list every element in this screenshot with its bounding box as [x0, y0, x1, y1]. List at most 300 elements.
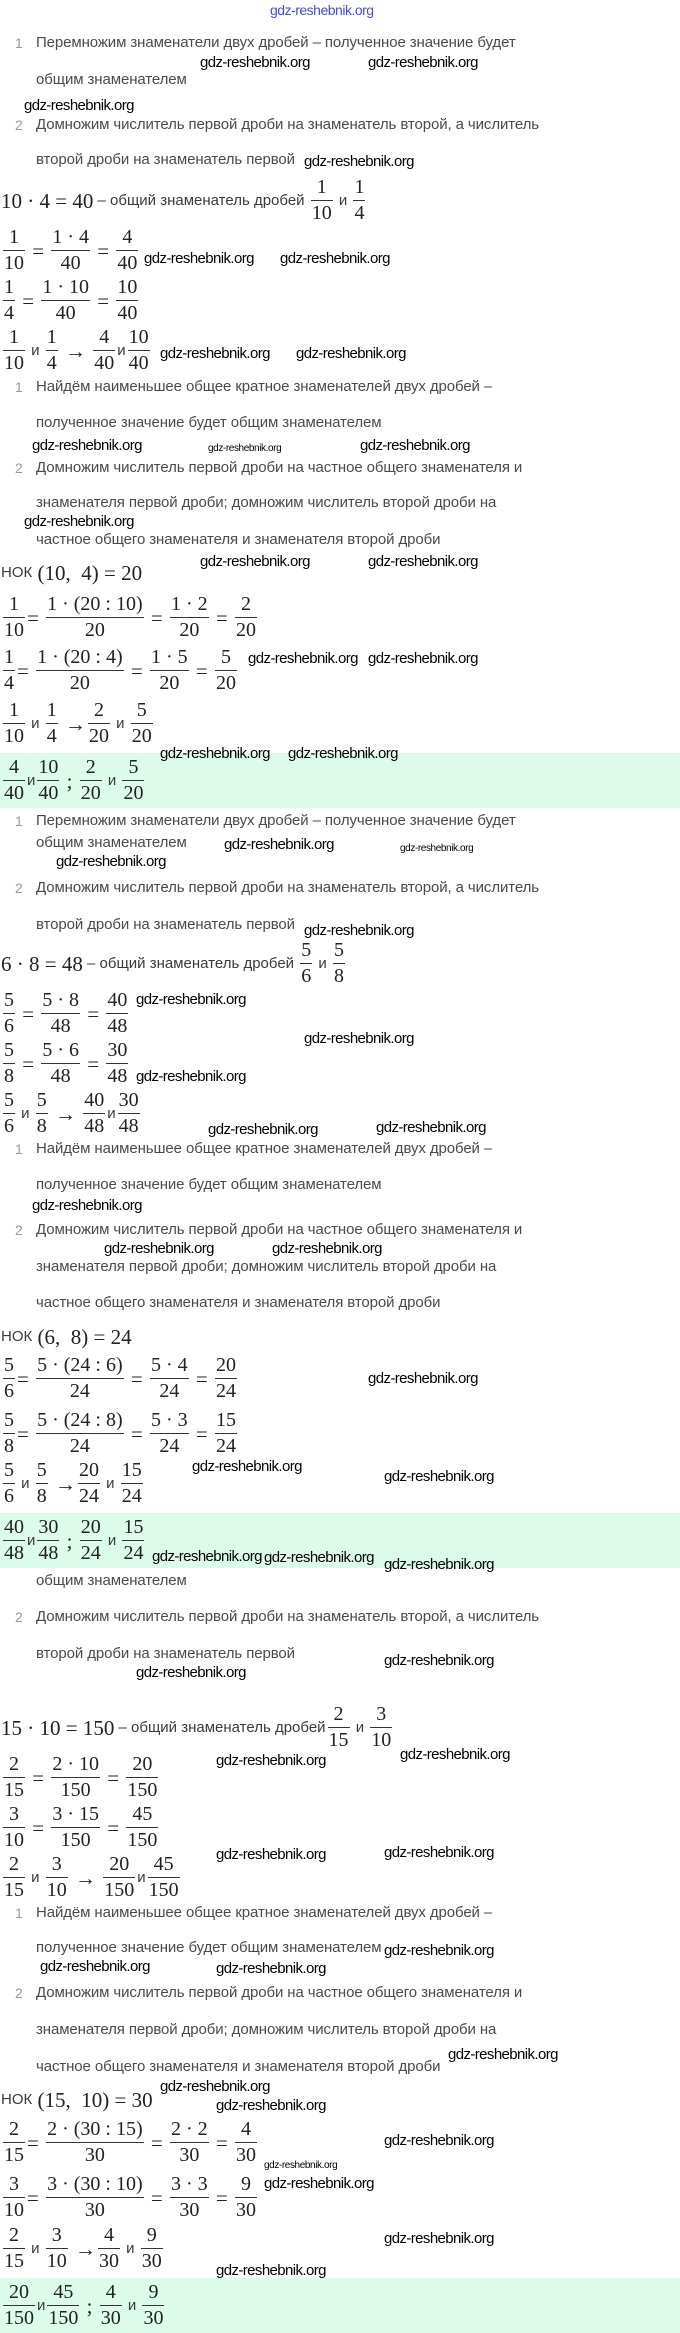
- math-expression: =: [190, 658, 213, 683]
- fraction: [46, 2119, 144, 2166]
- fraction-numerator: 1: [4, 646, 14, 668]
- fraction: [36, 1410, 124, 1457]
- fraction: [51, 227, 90, 274]
- fraction-denominator: 40: [117, 252, 138, 274]
- math-line: [1, 1460, 145, 1507]
- fraction-bar: [3, 1827, 25, 1828]
- math-text: и: [334, 191, 352, 209]
- fraction-bar: [333, 963, 345, 964]
- fraction-denominator: 24: [69, 1435, 90, 1457]
- fraction: [3, 2225, 25, 2272]
- fraction-denominator: 40: [94, 352, 115, 374]
- watermark-text: gdz-reshebnik.org: [400, 843, 474, 854]
- watermark-text: gdz-reshebnik.org: [216, 2262, 326, 2279]
- math-expression: =: [27, 2130, 45, 2155]
- math-expression: =: [17, 1366, 35, 1391]
- watermark-text: gdz-reshebnik.org: [448, 2046, 558, 2063]
- fraction-numerator: 1: [9, 226, 19, 248]
- fraction: [51, 1754, 100, 1801]
- fraction-numerator: 1 · 2: [170, 593, 208, 615]
- fraction-numerator: 5: [128, 756, 139, 778]
- watermark-text: gdz-reshebnik.org: [272, 1240, 382, 1257]
- fraction-numerator: 5 · 8: [42, 989, 80, 1011]
- fraction-bar: [98, 2248, 120, 2249]
- fraction-numerator: 3: [51, 2224, 62, 2246]
- fraction-numerator: 4: [241, 2118, 251, 2140]
- fraction-numerator: 5: [4, 1039, 14, 1061]
- fraction-numerator: 4: [99, 326, 110, 348]
- fraction-numerator: 3 · 15: [52, 1803, 100, 1825]
- fraction-numerator: 9: [148, 2281, 159, 2303]
- fraction-bar: [122, 780, 144, 781]
- math-text: и: [314, 954, 331, 972]
- math-line: [1, 2088, 153, 2112]
- step-text-line: общим знаменателем: [36, 1572, 187, 1589]
- fraction-numerator: 5: [4, 1089, 14, 1111]
- fraction-numerator: 1 · (20 : 10): [47, 593, 143, 615]
- fraction-denominator: 10: [4, 2199, 24, 2221]
- fraction: [3, 277, 15, 324]
- step-text-line: полученное значение будет общим знаменателем: [36, 414, 382, 431]
- math-expression: →: [49, 1471, 76, 1496]
- fraction-numerator: 40: [4, 1516, 24, 1538]
- fraction: [3, 1355, 15, 1402]
- math-expression: =: [17, 288, 40, 313]
- fraction-denominator: 8: [36, 1115, 47, 1137]
- fraction-bar: [47, 2305, 79, 2306]
- fraction-denominator: 10: [4, 725, 24, 747]
- fraction: [88, 700, 110, 747]
- watermark-text: gdz-reshebnik.org: [160, 745, 270, 762]
- fraction: [3, 647, 15, 694]
- watermark-text: gdz-reshebnik.org: [24, 513, 134, 530]
- fraction-denominator: 30: [84, 2144, 105, 2166]
- math-expression: =: [27, 1765, 50, 1790]
- fraction: [3, 594, 25, 641]
- fraction-denominator: 24: [159, 1380, 180, 1402]
- fraction-denominator: 10: [311, 202, 332, 224]
- fraction-bar: [150, 670, 189, 671]
- fraction-denominator: 40: [128, 352, 149, 374]
- fraction: [118, 1090, 140, 1137]
- fraction-bar: [353, 200, 365, 201]
- fraction-numerator: 40: [84, 1089, 105, 1111]
- fraction: [36, 647, 124, 694]
- fraction: [3, 327, 25, 374]
- watermark-text: gdz-reshebnik.org: [216, 1752, 326, 1769]
- fraction-bar: [51, 1827, 100, 1828]
- fraction-bar: [3, 2142, 25, 2143]
- fraction-numerator: 2: [9, 1753, 19, 1775]
- watermark-text: gdz-reshebnik.org: [368, 54, 478, 71]
- fraction-bar: [122, 1540, 144, 1541]
- math-line: [1, 327, 152, 374]
- step-text-line: Домножим числитель первой дроби на знаменатель второй, а числитель: [36, 879, 539, 896]
- math-text: и: [37, 2296, 46, 2314]
- fraction-denominator: 4: [354, 202, 365, 224]
- fraction-denominator: 30: [179, 2144, 200, 2166]
- watermark-text: gdz-reshebnik.org: [384, 2132, 494, 2149]
- fraction-bar: [37, 1540, 59, 1541]
- fraction-bar: [126, 1827, 158, 1828]
- step-text-line: общим знаменателем: [36, 834, 187, 851]
- math-text: – общий знаменатель дробей: [82, 954, 299, 972]
- watermark-text: gdz-reshebnik.org: [200, 553, 310, 570]
- watermark-text: gdz-reshebnik.org: [32, 437, 142, 454]
- fraction-numerator: 9: [241, 2173, 251, 2195]
- fraction-bar: [36, 1378, 124, 1379]
- fraction-denominator: 40: [117, 302, 138, 324]
- step-text-line: Перемножим знаменатели двух дробей – полученное значение будет: [36, 812, 516, 829]
- fraction-numerator: 45: [153, 1853, 174, 1875]
- math-text: НОК: [1, 1328, 33, 1345]
- watermark-text: gdz-reshebnik.org: [264, 2175, 374, 2192]
- fraction-bar: [106, 1063, 128, 1064]
- step-text-line: Найдём наименьшее общее кратное знаменателей двух дробей –: [36, 1904, 493, 1921]
- step-text-line: частное общего знаменателя и знаменателя второй дроби: [36, 531, 441, 548]
- watermark-text: gdz-reshebnik.org: [104, 1240, 214, 1257]
- watermark-text: gdz-reshebnik.org: [216, 1960, 326, 1977]
- fraction: [3, 1754, 25, 1801]
- fraction-bar: [88, 723, 110, 724]
- fraction: [141, 2225, 163, 2272]
- step-text-line: Домножим числитель первой дроби на частное общего знаменателя и: [36, 459, 523, 476]
- fraction-bar: [93, 350, 115, 351]
- math-expression: →: [59, 338, 92, 363]
- fraction: [215, 1355, 237, 1402]
- fraction-bar: [46, 350, 58, 351]
- fraction-numerator: 5 · 6: [42, 1039, 80, 1061]
- math-text: НОК: [1, 564, 33, 581]
- step-text-line: знаменателя первой дроби; домножим числитель второй дроби на: [36, 1258, 497, 1275]
- watermark-text: gdz-reshebnik.org: [304, 153, 414, 170]
- step-number: 1: [15, 379, 23, 395]
- fraction: [116, 277, 138, 324]
- math-expression: =: [145, 605, 168, 630]
- fraction-denominator: 15: [4, 1779, 24, 1801]
- fraction-bar: [3, 250, 25, 251]
- fraction-bar: [128, 350, 150, 351]
- fraction-bar: [3, 1877, 25, 1878]
- math-expression: ;: [81, 2293, 98, 2318]
- fraction: [215, 1410, 237, 1457]
- math-line: [1, 2225, 165, 2272]
- watermark-text: gdz-reshebnik.org: [304, 922, 414, 939]
- step-text-line: Найдём наименьшее общее кратное знаменателей двух дробей –: [36, 1140, 493, 1157]
- math-line: [1, 177, 367, 224]
- fraction: [126, 1754, 158, 1801]
- fraction: [235, 2119, 257, 2166]
- fraction-numerator: 2: [333, 1703, 344, 1725]
- math-expression: 15 · 10 = 150: [1, 1715, 115, 1740]
- watermark-text: gdz-reshebnik.org: [384, 2230, 494, 2247]
- fraction-bar: [46, 723, 58, 724]
- fraction-bar: [80, 780, 102, 781]
- step-text-line: общим знаменателем: [36, 71, 187, 88]
- math-line: [1, 647, 239, 694]
- fraction-denominator: 20: [131, 725, 152, 747]
- math-text: и: [17, 1474, 34, 1492]
- fraction-numerator: 1: [9, 593, 19, 615]
- fraction: [80, 1517, 102, 1564]
- step-text-line: Домножим числитель первой дроби на частное общего знаменателя и: [36, 1984, 523, 2001]
- fraction: [148, 1854, 180, 1901]
- math-text: и: [351, 1718, 369, 1736]
- math-line: [1, 990, 130, 1037]
- fraction-numerator: 5: [4, 1409, 14, 1431]
- step-number: 1: [15, 1141, 23, 1157]
- fraction: [170, 2174, 209, 2221]
- math-text: – общий знаменатель дробей: [114, 1718, 326, 1736]
- fraction-numerator: 2: [9, 2118, 19, 2140]
- fraction: [170, 2119, 209, 2166]
- math-text: и: [27, 1531, 36, 1549]
- fraction-denominator: 30: [236, 2144, 256, 2166]
- fraction: [3, 1410, 15, 1457]
- watermark-text: gdz-reshebnik.org: [384, 1652, 494, 1669]
- fraction-bar: [3, 350, 25, 351]
- step-text-line: знаменателя первой дроби; домножим числитель второй дроби на: [36, 494, 497, 511]
- fraction-numerator: 20: [80, 1516, 101, 1538]
- fraction-bar: [3, 1483, 15, 1484]
- math-expression: =: [17, 1421, 35, 1446]
- watermark-text: gdz-reshebnik.org: [160, 2078, 270, 2095]
- step-text-line: частное общего знаменателя и знаменателя второй дроби: [36, 2058, 441, 2075]
- math-line: [1, 1804, 160, 1851]
- fraction-bar: [36, 670, 124, 671]
- fraction: [41, 277, 90, 324]
- fraction: [3, 2174, 25, 2221]
- fraction-denominator: 48: [50, 1065, 71, 1087]
- fraction: [46, 327, 58, 374]
- fraction: [3, 1460, 15, 1507]
- math-line: [1, 940, 347, 987]
- fraction-denominator: 10: [4, 1829, 24, 1851]
- fraction-bar: [150, 1378, 189, 1379]
- fraction: [121, 1460, 143, 1507]
- fraction-denominator: 150: [4, 2307, 34, 2329]
- watermark-text: gdz-reshebnik.org: [144, 250, 254, 267]
- math-line: [1, 2119, 259, 2166]
- fraction-bar: [3, 1540, 25, 1541]
- fraction-bar: [41, 300, 90, 301]
- fraction-numerator: 20: [132, 1753, 153, 1775]
- step-text-line: Домножим числитель первой дроби на частное общего знаменателя и: [36, 1221, 523, 1238]
- fraction: [36, 1355, 124, 1402]
- step-number: 1: [15, 813, 23, 829]
- fraction-denominator: 8: [4, 1065, 14, 1087]
- step-text-line: полученное значение будет общим знаменателем: [36, 1176, 382, 1193]
- watermark-text: gdz-reshebnik.org: [384, 1556, 494, 1573]
- math-expression: (10, 4) = 20: [32, 561, 143, 585]
- math-text: и: [27, 1868, 44, 1886]
- watermark-text: gdz-reshebnik.org: [264, 1549, 374, 1566]
- fraction-numerator: 1 · 10: [42, 276, 90, 298]
- math-expression: =: [82, 1001, 105, 1026]
- fraction-numerator: 5: [4, 1354, 14, 1376]
- watermark-text: gdz-reshebnik.org: [192, 1458, 302, 1475]
- fraction: [3, 990, 15, 1037]
- fraction-denominator: 48: [107, 1015, 128, 1037]
- fraction: [46, 2174, 144, 2221]
- step-text-line: второй дроби на знаменатель первой: [36, 1645, 295, 1662]
- fraction-numerator: 10: [128, 326, 149, 348]
- fraction-denominator: 8: [4, 1435, 14, 1457]
- math-text: и: [101, 1474, 119, 1492]
- fraction-numerator: 30: [38, 1516, 59, 1538]
- math-expression: =: [102, 1815, 125, 1840]
- fraction-numerator: 5 · 4: [150, 1354, 188, 1376]
- fraction-numerator: 1: [46, 326, 57, 348]
- fraction-bar: [121, 1483, 143, 1484]
- fraction-numerator: 1 · (20 : 4): [37, 646, 123, 668]
- fraction-numerator: 2: [85, 756, 96, 778]
- fraction: [106, 990, 128, 1037]
- fraction-bar: [83, 1113, 105, 1114]
- fraction-denominator: 30: [100, 2307, 121, 2329]
- fraction-bar: [46, 2142, 144, 2143]
- fraction-denominator: 30: [143, 2307, 164, 2329]
- fraction: [36, 1090, 48, 1137]
- step-number: 2: [15, 460, 23, 476]
- fraction-denominator: 15: [4, 1879, 24, 1901]
- fraction-denominator: 6: [4, 1115, 14, 1137]
- fraction-denominator: 20: [80, 782, 101, 804]
- math-text: и: [17, 1104, 34, 1122]
- math-text: и: [27, 2239, 44, 2257]
- fraction-denominator: 30: [98, 2250, 119, 2272]
- fraction-denominator: 4: [46, 352, 57, 374]
- fraction-numerator: 45: [53, 2281, 74, 2303]
- fraction: [126, 1804, 158, 1851]
- fraction-denominator: 6: [4, 1380, 14, 1402]
- answer-line: [1, 757, 146, 804]
- fraction-numerator: 1 · 4: [52, 226, 90, 248]
- fraction-denominator: 24: [159, 1435, 180, 1457]
- watermark-text: gdz-reshebnik.org: [264, 2160, 338, 2171]
- fraction-bar: [328, 1727, 350, 1728]
- fraction-numerator: 1: [46, 699, 57, 721]
- math-line: [1, 1325, 132, 1349]
- math-line: [1, 227, 140, 274]
- fraction: [300, 940, 312, 987]
- watermark-text: gdz-reshebnik.org: [224, 836, 334, 853]
- fraction-numerator: 20: [109, 1853, 130, 1875]
- fraction-bar: [80, 1540, 102, 1541]
- fraction-bar: [36, 1483, 48, 1484]
- fraction-denominator: 48: [118, 1115, 139, 1137]
- math-expression: ;: [61, 768, 78, 793]
- fraction: [215, 647, 237, 694]
- fraction-bar: [3, 2305, 35, 2306]
- watermark-text: gdz-reshebnik.org: [200, 54, 310, 71]
- fraction-bar: [3, 2197, 25, 2198]
- fraction-denominator: 20: [84, 619, 105, 641]
- fraction-denominator: 30: [141, 2250, 162, 2272]
- fraction-bar: [3, 1113, 15, 1114]
- fraction: [3, 227, 25, 274]
- math-expression: =: [210, 605, 233, 630]
- math-text: и: [121, 2239, 139, 2257]
- fraction-denominator: 6: [4, 1485, 14, 1507]
- step-text-line: частное общего знаменателя и знаменателя второй дроби: [36, 1294, 441, 1311]
- fraction-bar: [3, 1063, 15, 1064]
- fraction-bar: [46, 1877, 68, 1878]
- fraction: [103, 1854, 135, 1901]
- fraction-numerator: 5: [301, 939, 312, 961]
- fraction-numerator: 30: [107, 1039, 128, 1061]
- fraction: [41, 990, 80, 1037]
- watermark-text: gdz-reshebnik.org: [384, 1844, 494, 1861]
- fraction: [36, 1460, 48, 1507]
- fraction-numerator: 1: [4, 276, 14, 298]
- watermark-text: gdz-reshebnik.org: [384, 1468, 494, 1485]
- fraction: [98, 2225, 120, 2272]
- fraction-numerator: 5: [136, 699, 147, 721]
- math-expression: =: [145, 2185, 168, 2210]
- fraction-bar: [141, 2248, 163, 2249]
- math-text: и: [103, 771, 121, 789]
- fraction-bar: [311, 200, 333, 201]
- watermark-text: gdz-reshebnik.org: [360, 437, 470, 454]
- fraction-numerator: 45: [132, 1803, 153, 1825]
- fraction: [3, 1854, 25, 1901]
- fraction-denominator: 20: [236, 619, 256, 641]
- watermark-text: gdz-reshebnik.org: [368, 553, 478, 570]
- fraction-denominator: 6: [4, 1015, 14, 1037]
- math-expression: =: [190, 1366, 213, 1391]
- watermark-text: gdz-reshebnik.org: [40, 1958, 150, 1975]
- fraction-denominator: 10: [4, 619, 24, 641]
- fraction-bar: [100, 2305, 122, 2306]
- fraction: [46, 1854, 68, 1901]
- watermark-text: gdz-reshebnik.org: [248, 650, 358, 667]
- math-text: и: [123, 2296, 141, 2314]
- math-expression: =: [92, 238, 115, 263]
- math-expression: (15, 10) = 30: [32, 2088, 153, 2112]
- fraction-bar: [41, 1013, 80, 1014]
- math-expression: =: [145, 2130, 168, 2155]
- fraction: [122, 757, 144, 804]
- fraction-bar: [3, 1013, 15, 1014]
- fraction-numerator: 1: [316, 176, 327, 198]
- fraction-denominator: 20: [216, 672, 236, 694]
- step-number: 1: [15, 1905, 23, 1921]
- fraction-numerator: 15: [121, 1459, 142, 1481]
- math-line: [1, 700, 155, 747]
- fraction-denominator: 20: [123, 782, 144, 804]
- fraction-denominator: 48: [107, 1065, 128, 1087]
- fraction-numerator: 5: [221, 646, 231, 668]
- fraction-bar: [36, 1433, 124, 1434]
- step-number: 2: [15, 1222, 23, 1238]
- fraction-numerator: 2 · 2: [170, 2118, 208, 2140]
- fraction: [170, 594, 209, 641]
- fraction-numerator: 40: [107, 989, 128, 1011]
- fraction-bar: [118, 1113, 140, 1114]
- fraction-numerator: 2: [241, 593, 251, 615]
- fraction-bar: [170, 2197, 209, 2198]
- math-text: и: [117, 341, 126, 359]
- fraction-bar: [148, 1877, 180, 1878]
- watermark-text: gdz-reshebnik.org: [216, 1846, 326, 1863]
- fraction-numerator: 15: [123, 1516, 144, 1538]
- fraction-bar: [3, 300, 15, 301]
- math-text: и: [107, 1104, 116, 1122]
- math-text: – общий знаменатель дробей: [93, 191, 309, 209]
- math-expression: =: [92, 288, 115, 313]
- fraction: [150, 1410, 189, 1457]
